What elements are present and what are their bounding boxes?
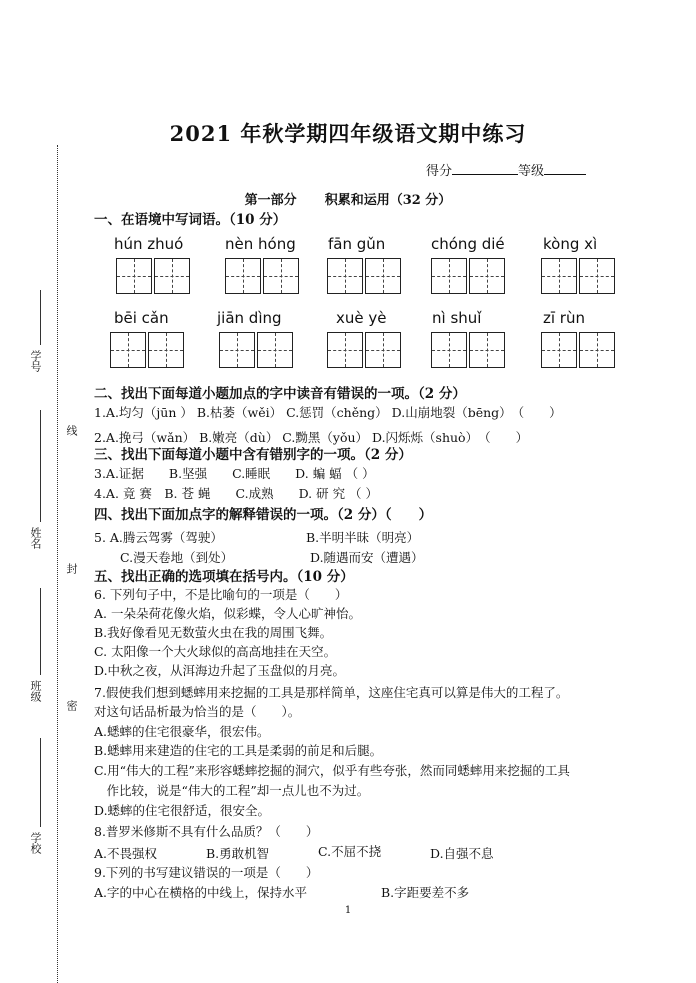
q7-stem: 7.假使我们想到蟋蟀用来挖掘的工具是那样简单，这座住宅真可以算是伟大的工程了。 (94, 685, 569, 700)
pinyin: nì shuǐ (432, 309, 482, 327)
pinyin: nèn hóng (225, 235, 296, 253)
writing-cell[interactable] (431, 258, 467, 294)
page-number: 1 (344, 905, 352, 916)
class-field[interactable] (40, 588, 41, 675)
q7-prompt: 对这句话品析最为恰当的是（ ）。 (94, 704, 301, 719)
question-5-option-b: B.半明半昧（明亮） (306, 530, 420, 545)
writing-cell[interactable] (219, 332, 255, 368)
part-name: 第一部分 (244, 193, 297, 208)
q8-stem: 8.普罗米修斯不具有什么品质？（ ） (94, 824, 319, 839)
side-label-seal: 封 (65, 563, 78, 574)
writing-cell[interactable] (469, 332, 505, 368)
q6-option-a: A. 一朵朵荷花像火焰，似彩蝶，令人心旷神怡。 (94, 606, 361, 621)
writing-cell[interactable] (116, 258, 152, 294)
side-label-class: 班级 (29, 680, 42, 702)
grade-field[interactable] (544, 162, 586, 175)
q7-option-c: C.用“伟大的工程”来形容蟋蟀挖掘的洞穴，似乎有些夸张，然而同蟋蟀用来挖掘的工具 (94, 763, 570, 778)
q8-option-d: D.自强不息 (430, 846, 494, 861)
question-4: 4.A. 竟 赛 B. 苍 蝇 C.成熟 D. 研 究 （ ） (94, 486, 379, 501)
grade-label: 等级 (518, 164, 545, 179)
writing-grid (541, 332, 617, 372)
q8-option-c: C.不屈不挠 (318, 844, 382, 859)
pinyin: jiān dìng (217, 309, 282, 327)
writing-grid (116, 258, 192, 298)
question-2: 2.A.挽弓（wǎn） B.嫩亮（dù） C.黝黑（yǒu） D.闪烁烁（shuò） （ ） (94, 430, 529, 445)
q9-option-a: A.字的中心在横格的中线上，保持水平 (94, 885, 308, 900)
side-label-school: 学校 (29, 832, 42, 854)
section-3-heading: 三、找出下面每道小题中含有错别字的一项。（2 分） (94, 447, 412, 463)
writing-cell[interactable] (365, 258, 401, 294)
writing-cell[interactable] (327, 332, 363, 368)
question-3: 3.A.证据 B.坚强 C.睡眠 D. 蝙 蝠 （ ） (94, 466, 375, 481)
section-1-heading: 一、在语境中写词语。（10 分） (94, 212, 287, 228)
question-5-option-c: C.漫天卷地（到处） (120, 550, 234, 565)
q9-stem: 9.下列的书写建议错误的一项是（ ） (94, 865, 319, 880)
section-2-heading: 二、找出下面每道小题加点的字中读音有错误的一项。（2 分） (94, 386, 466, 402)
section-4-heading: 四、找出下面加点字的解释错误的一项。（2 分）（ ） (94, 507, 433, 523)
q7-option-b: B.蟋蟀用来建造的住宅的工具是柔弱的前足和后腿。 (94, 743, 383, 758)
writing-grid (110, 332, 186, 372)
writing-cell[interactable] (148, 332, 184, 368)
school-field[interactable] (40, 738, 41, 827)
score-label: 得分 (426, 164, 453, 179)
writing-cell[interactable] (579, 258, 615, 294)
name-field[interactable] (40, 410, 41, 522)
writing-grid (225, 258, 301, 298)
side-label-line: 线 (65, 425, 78, 436)
q7-option-a: A.蟋蟀的住宅很豪华，很宏伟。 (94, 724, 270, 739)
q6-option-c: C. 太阳像一个大火球似的高高地挂在天空。 (94, 644, 337, 659)
q6-option-b: B.我好像看见无数萤火虫在我的周围飞舞。 (94, 625, 333, 640)
writing-cell[interactable] (225, 258, 261, 294)
writing-grid (541, 258, 617, 298)
writing-cell[interactable] (327, 258, 363, 294)
pinyin: bēi cǎn (114, 309, 169, 327)
writing-grid (431, 332, 507, 372)
writing-cell[interactable] (469, 258, 505, 294)
pinyin: xuè yè (336, 309, 387, 327)
writing-grid (431, 258, 507, 298)
writing-cell[interactable] (541, 332, 577, 368)
side-label-dense: 密 (65, 700, 78, 711)
writing-cell[interactable] (579, 332, 615, 368)
question-5-option-a: 5. A.腾云驾雾（驾驶） (94, 530, 223, 545)
q8-option-b: B.勇敢机智 (206, 846, 270, 861)
writing-cell[interactable] (110, 332, 146, 368)
section-5-heading: 五、找出正确的选项填在括号内。（10 分） (94, 569, 354, 585)
page-title: 2021 年秋学期四年级语文期中练习 (169, 121, 527, 146)
question-5-option-d: D.随遇而安（遭遇） (310, 550, 424, 565)
writing-cell[interactable] (541, 258, 577, 294)
part-heading (0, 189, 696, 208)
q7-option-c-continued: 作比较，说是“伟大的工程”却一点儿也不为过。 (94, 783, 370, 798)
q7-option-d: D.蟋蟀的住宅很舒适，很安全。 (94, 803, 271, 818)
student-number-field[interactable] (40, 290, 41, 345)
side-label-name: 姓名 (29, 527, 42, 549)
pinyin: chóng dié (431, 235, 505, 253)
score-grade-line (426, 160, 586, 179)
pinyin: fān gǔn (328, 235, 386, 253)
part-desc: 积累和运用（32 分） (324, 193, 452, 208)
writing-cell[interactable] (154, 258, 190, 294)
score-field[interactable] (452, 162, 518, 175)
writing-grid (327, 258, 403, 298)
writing-grid (219, 332, 295, 372)
writing-cell[interactable] (257, 332, 293, 368)
pinyin: zī rùn (543, 309, 585, 327)
side-label-student-number: 学号 (29, 350, 42, 372)
q6-option-d: D.中秋之夜，从洱海边升起了玉盘似的月亮。 (94, 663, 346, 678)
writing-grid (327, 332, 403, 372)
question-1: 1.A.均匀（jūn ） B.枯萎（wěi） C.惩罚（chěng） D.山崩地裂（bēng） （ ） (94, 405, 562, 420)
q6-stem: 6. 下列句子中，不是比喻句的一项是（ ） (94, 587, 348, 602)
binding-dotted-line (57, 145, 58, 983)
pinyin: kòng xì (543, 235, 598, 253)
pinyin: hún zhuó (114, 235, 184, 253)
q8-option-a: A.不畏强权 (94, 846, 158, 861)
q9-option-b: B.字距要差不多 (381, 885, 470, 900)
writing-cell[interactable] (431, 332, 467, 368)
writing-cell[interactable] (365, 332, 401, 368)
writing-cell[interactable] (263, 258, 299, 294)
